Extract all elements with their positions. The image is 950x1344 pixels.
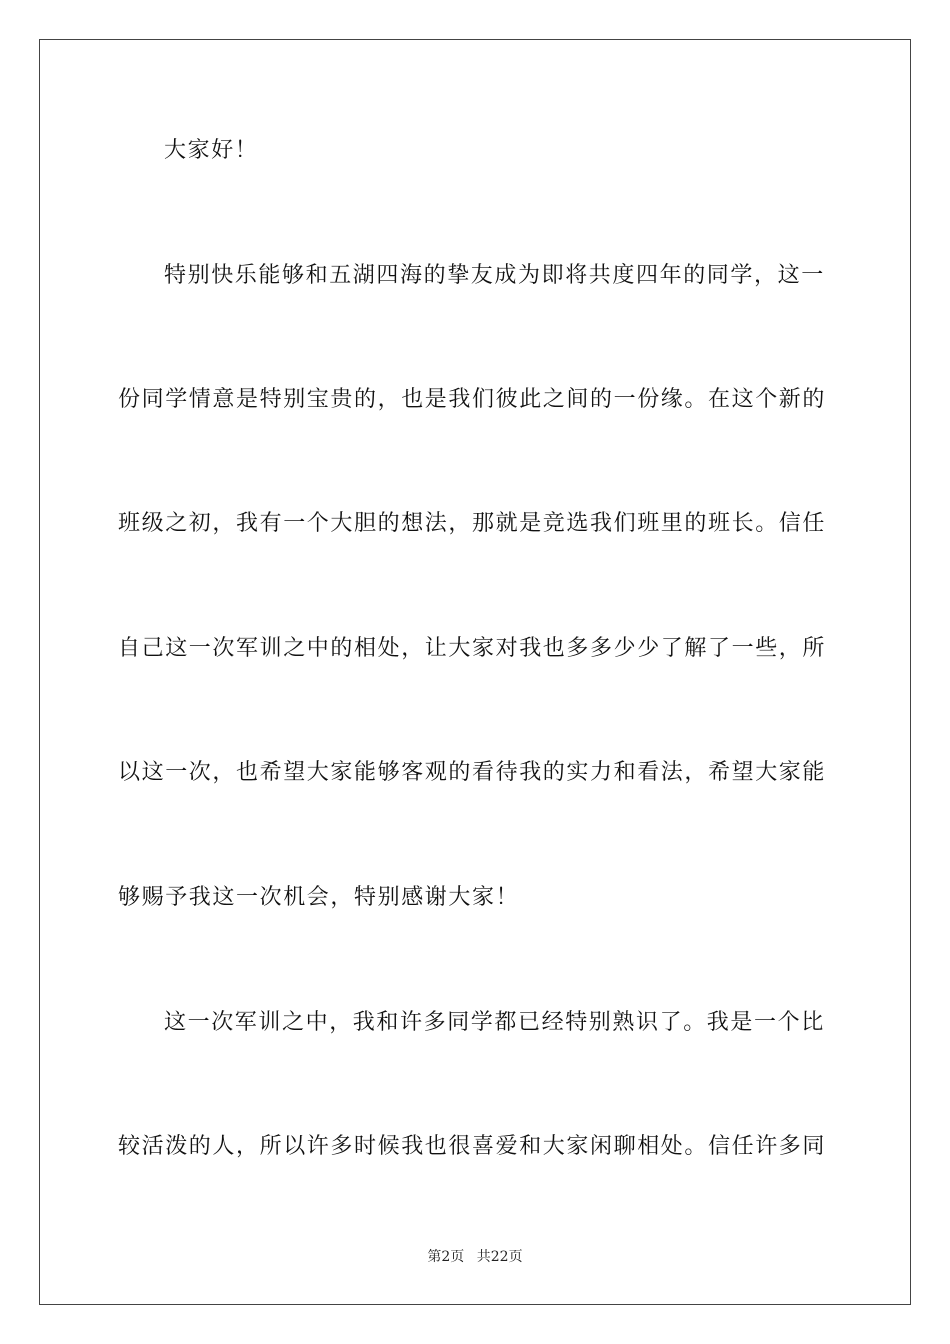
page-border <box>39 39 911 1305</box>
paragraph-line: 这一次军训之中，我和许多同学都已经特别熟识了。我是一个比 <box>164 1010 825 1035</box>
paragraph-line: 份同学情意是特别宝贵的，也是我们彼此之间的一份缘。在这个新的 <box>118 387 827 412</box>
paragraph-line: 较活泼的人，所以许多时候我也很喜爱和大家闲聊相处。信任许多同 <box>118 1134 827 1159</box>
page-number: 第2页 <box>427 1249 465 1265</box>
paragraph-line: 班级之初，我有一个大胆的想法，那就是竞选我们班里的班长。信任 <box>118 511 827 536</box>
paragraph-line: 自己这一次军训之中的相处，让大家对我也多多少少了解了一些，所 <box>118 636 827 661</box>
paragraph-line: 以这一次，也希望大家能够客观的看待我的实力和看法，希望大家能 <box>118 760 827 785</box>
total-pages: 共22页 <box>476 1249 523 1265</box>
page-footer <box>0 1248 950 1266</box>
paragraph-line: 够赐予我这一次机会，特别感谢大家！ <box>118 885 520 910</box>
paragraph-line: 特别快乐能够和五湖四海的挚友成为即将共度四年的同学，这一 <box>164 263 825 288</box>
greeting-line: 大家好！ <box>164 138 259 163</box>
